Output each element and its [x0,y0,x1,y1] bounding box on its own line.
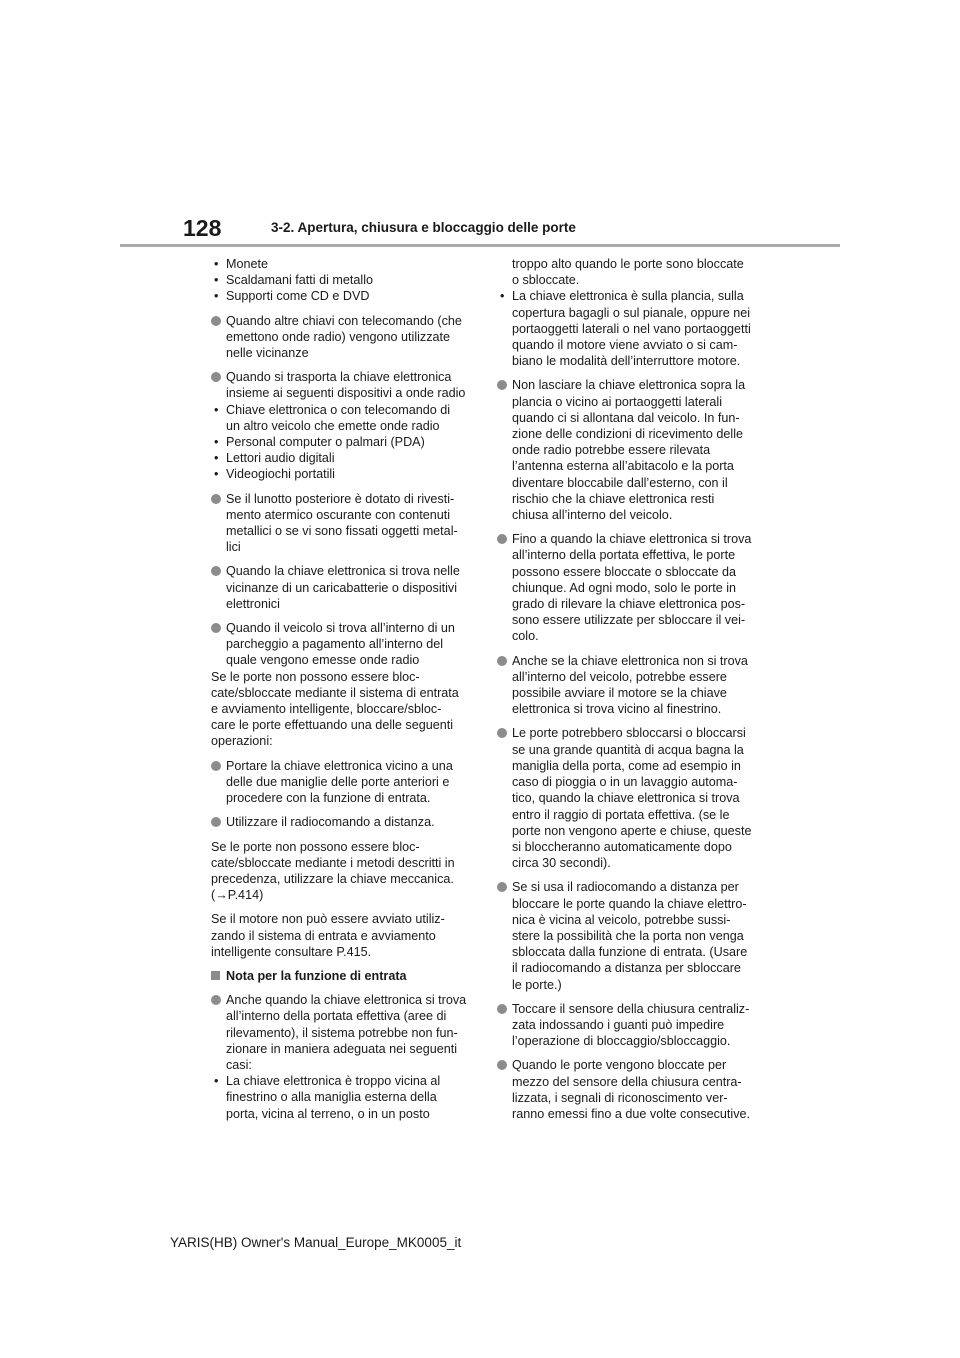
circle-bullet-icon [211,316,221,326]
circle-bullet-item [497,1001,750,1050]
text-line: intelligente consultare P.415. [211,944,372,959]
circle-bullet-item [497,531,752,644]
list-item: • Videogiochi portatili [211,466,461,482]
text-line: Non lasciare la chiave elettronica sopra la [512,378,746,393]
circle-bullet-item [497,653,747,718]
circle-bullet-icon [497,728,507,738]
circle-bullet-item [211,758,461,807]
text-line: all’interno del veicolo, potrebbe essere [512,669,727,684]
text-line: finestrino o alla maniglia esterna della [226,1090,437,1105]
circle-bullet-item [211,369,466,401]
text-line: maniglia della porta, come ad esempio in [512,758,741,773]
text-line: Portare la chiave elettronica vicino a una [226,758,453,773]
text-line: Anche quando la chiave elettronica si trova [226,993,467,1008]
text-line: precedenza, utilizzare la chiave meccanica. [211,871,454,886]
list-item: • La chiave elettronica è troppo vicina al finestrino o alla maniglia esterna della porta, vicina al terreno, o in un posto [211,1073,461,1122]
list-item: • Chiave elettronica o con telecomando di un altro veicolo che emette onde radio [211,402,461,434]
text-line: Chiave elettronica o con telecomando di [226,402,451,417]
text-line: care le porte effettuando una delle seguenti [211,718,454,733]
text-line: zione delle condizioni di ricevimento delle [512,427,744,442]
header-divider [120,244,840,247]
text-line: elettronici [226,596,280,611]
text-line: sbloccata dalla funzione di entrata. (Usare [512,945,748,960]
text-line: operazioni: [211,734,273,749]
footer-manual-id: YARIS(HB) Owner's Manual_Europe_MK0005_it [170,1235,462,1250]
circle-bullet-item [211,814,461,830]
circle-bullet-item [211,491,461,556]
text-line: copertura bagagli o sul pianale, oppure nei [512,305,751,320]
circle-bullet-icon [497,1004,507,1014]
text-line: parcheggio a pagamento all’interno del [226,637,444,652]
text-line: zata indossando i guanti può impedire [512,1017,725,1032]
text-line: Scaldamani fatti di metallo [226,273,373,288]
section-title: 3-2. Apertura, chiusura e bloccaggio delle porte [271,220,576,235]
text-line: mezzo del sensore della chiusura centra- [512,1074,742,1089]
text-line: porte non vengono aperte e chiuse, queste [512,823,752,838]
text-line: all’interno della portata effettiva (aree di [226,1009,447,1024]
circle-bullet-icon [211,372,221,382]
text-line: nica è vicina al veicolo, potrebbe sussi- [512,912,731,927]
text-line: l’antenna esterna all’abitacolo e la porta [512,459,734,474]
circle-bullet-icon [211,623,221,633]
circle-bullet-icon [211,995,221,1005]
text-line: se una grande quantità di acqua bagna la [512,742,744,757]
text-line: Videogiochi portatili [226,467,335,482]
text-line: Toccare il sensore della chiusura centraliz- [512,1001,750,1016]
right-column [497,256,752,1122]
text-line: e avviamento intelligente, bloccare/sbloc- [211,702,442,717]
text-line: Anche se la chiave elettronica non si trova [512,653,748,668]
text-line: zionare in maniera adeguata nei seguenti [226,1041,458,1056]
text-line: nelle vicinanze [226,346,309,361]
text-line: Se si usa il radiocomando a distanza per [512,880,739,895]
text-line: casi: [226,1057,252,1072]
text-line: Fino a quando la chiave elettronica si trova [512,532,752,547]
text-line: Nota per la funzione di entrata [226,968,407,983]
text-line: biano le modalità dell’interruttore motore. [512,354,741,369]
text-line: (→P.414) [211,888,264,903]
text-line: Monete [226,257,269,271]
text-line: Personal computer o palmari (PDA) [226,435,425,450]
text-line: delle due maniglie delle porte anteriori e [226,774,450,789]
circle-bullet-item [497,1057,751,1122]
text-line: colo. [512,629,539,644]
section-subheading [211,968,461,984]
list-item: • Monete [211,256,461,272]
text-line: Quando la chiave elettronica si trova nelle [226,564,460,579]
text-line: circa 30 secondi). [512,856,611,871]
text-line: grado di rilevare la chiave elettronica pos- [512,597,746,612]
page-number: 128 [183,215,222,241]
paragraph [211,911,461,960]
text-line: rischio che la chiave elettronica resti [512,491,715,506]
circle-bullet-item [497,377,747,523]
square-bullet-icon [211,971,220,980]
circle-bullet-item [497,725,752,871]
text-line: elettronica si trova vicino al finestrino. [512,702,722,717]
circle-bullet-item [211,620,461,669]
paragraph [211,669,461,750]
text-line: chiusa all’interno del veicolo. [512,508,673,523]
text-line: Supporti come CD e DVD [226,289,370,304]
text-line: lici [226,540,241,555]
circle-bullet-icon [497,1060,507,1070]
circle-bullet-icon [497,656,507,666]
text-line: emettono onde radio) vengono utilizzate [226,329,451,344]
text-line: lizzata, i segnali di riconoscimento ver- [512,1090,728,1105]
text-line: rilevamento), il sistema potrebbe non fun- [226,1025,458,1040]
circle-bullet-icon [497,534,507,544]
circle-bullet-icon [497,380,507,390]
circle-bullet-item [211,992,467,1073]
circle-bullet-item [211,313,461,362]
text-line: un altro veicolo che emette onde radio [226,418,440,433]
text-line: cate/sbloccate mediante i metodi descritti in [211,855,455,870]
text-line: portaoggetti laterali o nel vano portaoggetti [512,321,751,336]
list-item: • Lettori audio digitali [211,450,461,466]
text-line: o sbloccate. [512,273,580,288]
text-line: mento atermico oscurante con contenuti [226,507,451,522]
text-line: Se le porte non possono essere bloc- [211,669,420,684]
text-line: troppo alto quando le porte sono bloccate [512,257,744,271]
text-line: le porte.) [512,977,562,992]
circle-bullet-item [497,879,747,992]
list-item: • La chiave elettronica è sulla plancia, sulla copertura bagagli o sul pianale, oppure nei portaoggetti laterali o nel vano portaoggetti quando il motore viene avviato o si cam- biano le modalità dell’interruttore motore. [500,289,751,369]
text-line: porta, vicina al terreno, o in un posto [226,1106,430,1121]
text-line: La chiave elettronica è sulla plancia, sulla [512,289,744,304]
text-line: sono essere utilizzate per sbloccare il vei- [512,613,746,628]
circle-bullet-icon [211,494,221,504]
text-line: metallici o se vi sono fissati oggetti metal- [226,524,458,539]
circle-bullet-item [211,563,461,612]
text-line: La chiave elettronica è troppo vicina al [226,1074,441,1089]
text-line: Quando altre chiavi con telecomando (che [226,313,462,328]
text-line: Lettori audio digitali [226,451,335,466]
text-line: cate/sbloccate mediante il sistema di entrata [211,685,459,700]
text-line: Quando le porte vengono bloccate per [512,1058,727,1073]
circle-bullet-icon [211,761,221,771]
text-line: quando il motore viene avviato o si cam- [512,338,738,353]
text-line: entro il raggio di portata effettiva. (se le [512,807,730,822]
text-line: diventare bloccabile dall’esterno, con il [512,475,728,490]
text-line: all’interno della portata effettiva, le porte [512,548,736,563]
text-line: chiunque. Ad ogni modo, solo le porte in [512,580,737,595]
text-line: quando ci si allontana dal veicolo. In fun- [512,410,740,425]
text-line: caso di pioggia o in un lavaggio automa- [512,775,738,790]
text-line: Se il lunotto posteriore è dotato di rivesti- [226,491,455,506]
text-line: stere la possibilità che la porta non venga [512,928,744,943]
circle-bullet-icon [211,817,221,827]
text-line: Quando il veicolo si trova all’interno di un [226,621,455,636]
text-line: tico, quando la chiave elettronica si trova [512,791,740,806]
text-line: si bloccheranno automaticamente dopo [512,839,732,854]
text-line: l’operazione di bloccaggio/sbloccaggio. [512,1034,731,1049]
text-line: Le porte potrebbero sbloccarsi o bloccarsi [512,726,746,741]
text-line: procedere con la funzione di entrata. [226,791,431,806]
circle-bullet-icon [497,882,507,892]
text-line: Quando si trasporta la chiave elettronica [226,370,452,385]
text-line: possono essere bloccate o sbloccate da [512,564,737,579]
text-line: quale vengono emesse onde radio [226,653,420,668]
text-line: Utilizzare il radiocomando a distanza. [226,815,435,830]
text-line: plancia o vicino ai portaoggetti laterali [512,394,723,409]
list-item: • Personal computer o palmari (PDA) [211,434,461,450]
text-line: vicinanze di un caricabatterie o dispositivi [226,580,458,595]
text-line: il radiocomando a distanza per sbloccare [512,961,741,976]
text-line: onde radio potrebbe essere rilevata [512,443,711,458]
left-column [211,256,467,1122]
text-line: Se il motore non può essere avviato utiliz- [211,912,445,927]
text-line: zando il sistema di entrata e avviamento [211,928,436,943]
list-item: • Scaldamani fatti di metallo [211,272,461,288]
text-line: bloccare le porte quando la chiave elettro- [512,896,747,911]
text-line: insieme ai seguenti dispositivi a onde radio [226,386,466,401]
text-line: ranno emessi fino a due volte consecutive. [512,1106,751,1121]
circle-bullet-icon [211,566,221,576]
paragraph [211,839,461,904]
text-line: Se le porte non possono essere bloc- [211,839,420,854]
list-item-continuation [497,256,747,288]
list-item: • Supporti come CD e DVD [211,288,461,304]
text-line: possibile avviare il motore se la chiave [512,686,727,701]
